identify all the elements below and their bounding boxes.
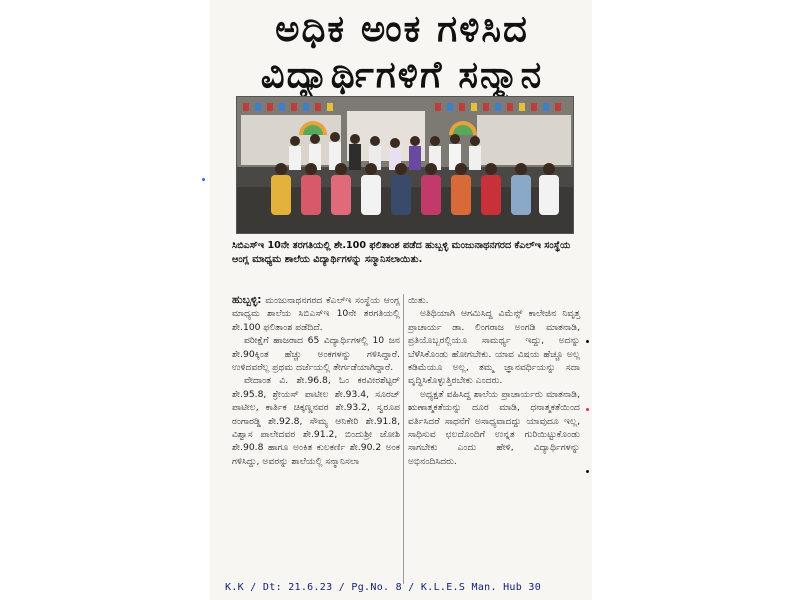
scan-speck xyxy=(586,408,589,411)
column-divider xyxy=(403,294,404,584)
photo-caption: ಸಿಬಿಎಸ್‌ಇ 10ನೇ ತರಗತಿಯಲ್ಲಿ ಶೇ.100 ಫಲಿತಾಂಶ ಪಡೆದ ಹುಬ್ಬಳ್ಳಿ ಮಂಜುನಾಥನಗರದ ಕೆಎಲ್‌ಇ ಸಂಸ್ಥೆಯ ಆಂಗ್ಲ ಮಾಧ್ಯಮ ಶಾಲೆಯ ವಿದ್ಯಾರ್ಥಿಗಳನ್ನು ಸನ್ಮಾನಿಸಲಾಯಿತು. xyxy=(232,240,571,265)
article-left-column xyxy=(232,294,400,468)
article-paragraph: ಯಿತು. xyxy=(408,295,429,306)
headline-line-2: ವಿದ್ಯಾರ್ಥಿಗಳಿಗೆ ಸನ್ಮಾನ xyxy=(260,53,544,96)
article-paragraph: ಅಧ್ಯಕ್ಷತೆ ವಹಿಸಿದ್ದ ಶಾಲೆಯ ಪ್ರಾಚಾರ್ಯರು ಮಾತನಾಡಿ, ಋಣಾತ್ಮಕತೆಯನ್ನು ದೂರ ಮಾಡಿ, ಧನಾತ್ಮಕತೆಯಿಂದ ವರ್ತಿಸಿದರೆ ಸಾಧನೆಗೆ ಅಸಾಧ್ಯವಾದದ್ದು ಯಾವುದೂ ಇಲ್ಲ, ಸಾಧಿಸುವ ಛಲದೊಂದಿಗೆ ಉನ್ನತ ಗುರಿಯಿಟ್ಟುಕೊಂಡು ಸಾಗಬೇಕು ಎಂದು ಹೇಳಿ, ವಿದ್ಯಾರ್ಥಿಗಳನ್ನು ಅಭಿನಂದಿಸಿದರು. xyxy=(408,388,580,467)
headline-line-1: ಅಧಿಕ ಅಂಕ ಗಳಿಸಿದ xyxy=(275,7,529,50)
handwritten-reference-note: K.K / Dt: 21.6.23 / Pg.No. 8 / K.L.E.S Man. Hub 30 xyxy=(225,582,542,593)
article-paragraph: ವೇದಾಂತ ವಿ. ಶೇ.96.8, ಓಂ ಕರವೀರಶೆಟ್ಟರ್ ಶೇ.95.8, ಶ್ರೇಯಸ್ ಪಾಟೀಲ ಶೇ.93.4, ಸೂರಜ್ ಪಾಟೀಲ, ಕಾರ್ತಿಕ ಚಿಕ್ಕಣ್ಣನವರ ಶೇ.93.2, ಸ್ವರೂಪ ರಂಗಾರಡ್ಡಿ ಶೇ.92.8, ಸೌಮ್ಯ ಆನಿಕೇರಿ ಶೇ.91.8, ವಿಶ್ವಾಸ ಪಾಲೇದವರ ಶೇ.91.2, ಬಿಂದುಶ್ರೀ ಜೋಶಿ ಶೇ.90.8 ಹಾಗೂ ಅಂಕಿತ ಕುಲಕರ್ಣಿ ಶೇ.90.2 ಅಂಕ ಗಳಿಸಿದ್ದು, ಅವರನ್ನು ಶಾಲೆಯಲ್ಲಿ ಸನ್ಮಾನಿಸಲಾ xyxy=(232,375,400,467)
scan-speck xyxy=(586,470,589,473)
article-paragraph: ಅತಿಥಿಯಾಗಿ ಆಗಮಿಸಿದ್ದ ವಿಮೆನ್ಸ್ ಕಾಲೇಜಿನ ನಿವೃತ್ತ ಪ್ರಾಚಾರ್ಯ ಡಾ. ಲಿಂಗರಾಜ ಅಂಗಡಿ ಮಾತನಾಡಿ, ಪ್ರತಿಯೊಬ್ಬರಲ್ಲಿಯೂ ಸಾಮರ್ಥ್ಯ ಇದ್ದು, ಅದನ್ನು ಬೆಳೆಸಿಕೊಂಡು ಹೋಗಬೇಕು. ಯಾವ ವಿಷಯ ಹೆಚ್ಚೂ ಅಲ್ಲ ಕಡಿಮೆಯೂ ಅಲ್ಲ, ತಮ್ಮ ಜ್ಞಾನವರ್ಧಿಯನ್ನು ಸದಾ ವೃದ್ಧಿಸಿಕೊಳ್ಳುತ್ತಿರಬೇಕು ಎಂದರು. xyxy=(408,308,580,387)
scan-speck xyxy=(202,178,205,181)
dateline: ಹುಬ್ಬಳ್ಳಿ: xyxy=(232,294,262,306)
scan-speck xyxy=(586,340,589,343)
article-paragraph: ಪರೀಕ್ಷೆಗೆ ಹಾಜರಾದ 65 ವಿದ್ಯಾರ್ಥಿಗಳಲ್ಲಿ 10 ಜನ ಶೇ.90ಕ್ಕಿಂತ ಹೆಚ್ಚು ಅಂಕಗಳನ್ನು ಗಳಿಸಿದ್ದಾರೆ. ಉಳಿದವರೆಲ್ಲ ಪ್ರಥಮ ದರ್ಜೆಯಲ್ಲಿ ತೇರ್ಗಡೆಯಾಗಿದ್ದಾರೆ. xyxy=(232,335,400,374)
group-photo xyxy=(236,96,574,234)
group-photo-image xyxy=(237,97,574,234)
headline xyxy=(228,6,576,98)
article-paragraph: ಹುಬ್ಬಳ್ಳಿ: ಮಂಜುನಾಥನಗರದ ಕೆಎಲ್‌ಇ ಸಂಸ್ಥೆಯ ಆಂಗ್ಲ ಮಾಧ್ಯಮ ಶಾಲೆಯ ಸಿಬಿಎಸ್‌ಇ 10ನೇ ತರಗತಿಯಲ್ಲಿ ಶೇ.100 ಫಲಿತಾಂಶ ಪಡೆದಿದೆ. xyxy=(232,294,401,333)
article-right-column xyxy=(408,294,580,468)
